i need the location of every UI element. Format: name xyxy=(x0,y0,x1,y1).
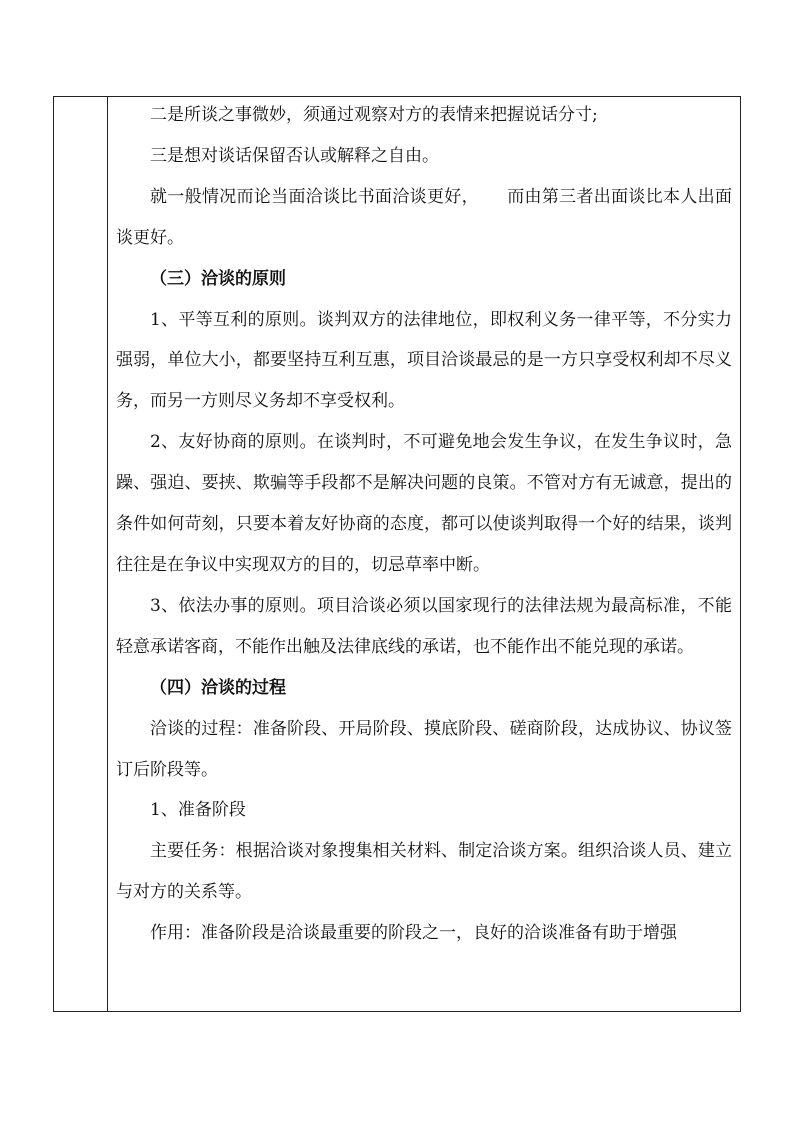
paragraph-stage-title: 1、准备阶段 xyxy=(150,800,246,821)
table-content-cell xyxy=(108,97,740,1011)
paragraph-3-part-a: 就一般情况而论当面洽谈比书面洽谈更好， xyxy=(150,186,479,207)
document-table xyxy=(53,96,741,1012)
section-heading-process: （四）洽谈的过程 xyxy=(150,677,286,698)
table-left-column xyxy=(54,97,108,1011)
paragraph-process-overview: 洽谈的过程：准备阶段、开局阶段、摸底阶段、磋商阶段，达成协议、协议签订后阶段等。 xyxy=(116,718,732,780)
paragraph-3-part-b: 而由第三者出面谈比本人出面谈更好。 xyxy=(116,186,732,248)
paragraph-principle-1: 1、平等互利的原则。谈判双方的法律地位，即权利义务一律平等，不分实力强弱，单位大小，都要坚持互利互惠，项目洽谈最忌的是一方只享受权利却不尽义务，而另一方则尽义务却不享受权利。 xyxy=(116,309,732,412)
paragraph-function: 作用：准备阶段是洽谈最重要的阶段之一，良好的洽谈准备有助于增强 xyxy=(150,923,677,944)
paragraph-1: 二是所谈之事微妙，须通过观察对方的表情来把握说话分寸; xyxy=(150,105,598,125)
paragraph-principle-3: 3、依法办事的原则。项目洽谈必须以国家现行的法律法规为最高标准，不能轻意承诺客商，不能作出触及法律底线的承诺，也不能作出不能兑现的承诺。 xyxy=(116,595,732,657)
paragraph-main-task: 主要任务：根据洽谈对象搜集相关材料、制定洽谈方案。组织洽谈人员、建立与对方的关系等。 xyxy=(116,841,732,903)
paragraph-3 xyxy=(116,177,732,259)
paragraph-principle-2: 2、友好协商的原则。在谈判时，不可避免地会发生争议，在发生争议时，急躁、强迫、要挟、欺骗等手段都不是解决问题的良策。不管对方有无诚意，提出的条件如何苛刻，只要本着友好协商的态度，都可以使谈判取得一个好的结果，谈判往往是在争议中实现双方的目的，切忌草率中断。 xyxy=(116,432,732,575)
section-heading-principles: （三）洽谈的原则 xyxy=(150,268,286,289)
paragraph-2: 三是想对谈话保留否认或解释之自由。 xyxy=(150,145,439,166)
